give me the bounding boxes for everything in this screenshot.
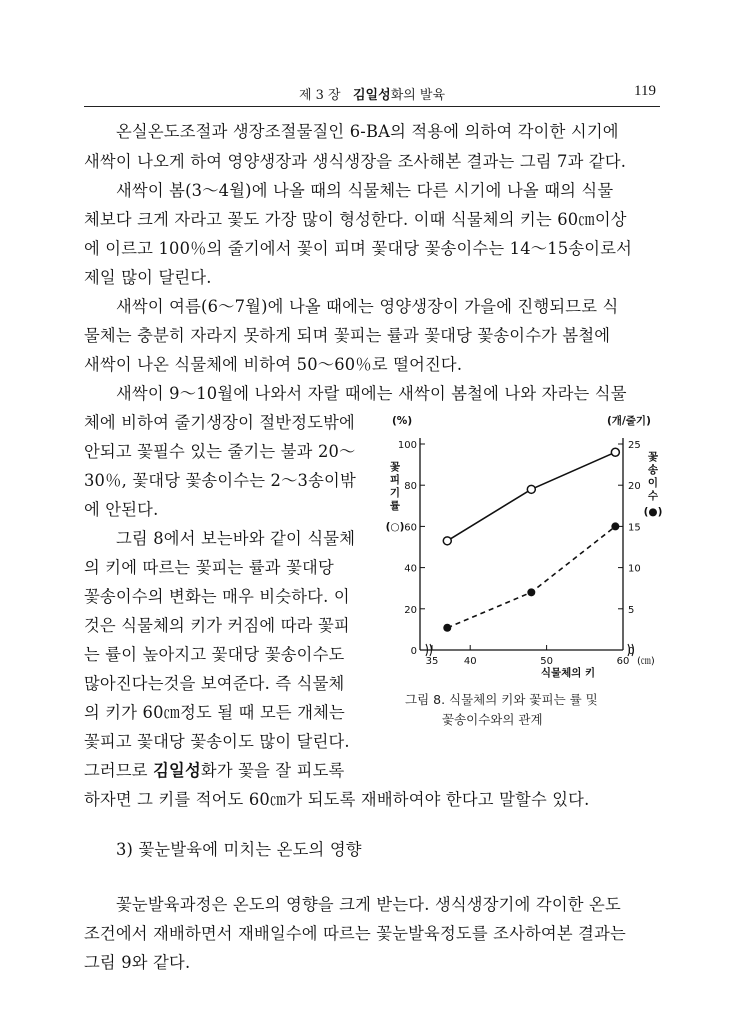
paragraph5-line: 의 키가 60㎝정도 될 때 모든 개체는 bbox=[84, 703, 345, 722]
y-left-marker-label: (○) bbox=[385, 521, 405, 533]
paragraph5-line: 그림 8에서 보는바와 같이 식물체 bbox=[116, 529, 356, 548]
y-right-tick-label: 0 bbox=[628, 646, 635, 657]
y-right-unit: (개/줄기) bbox=[607, 415, 651, 427]
data-point-filled-circle bbox=[443, 624, 451, 632]
paragraph3-line: 새싹이 나온 식물체에 비하여 50～60％로 떨어진다. bbox=[84, 355, 463, 374]
page-number: 119 bbox=[634, 83, 656, 99]
y-left-tick-label: 80 bbox=[404, 481, 417, 493]
paragraph5-line: 하자면 그 키를 적어도 60㎝가 되도록 재배하여야 한다고 말할수 있다. bbox=[84, 790, 590, 809]
data-point-open-circle bbox=[443, 537, 451, 545]
y-right-axis-label-char: 송 bbox=[647, 464, 659, 476]
x-unit: (㎝) bbox=[637, 656, 655, 667]
paragraph5-line: 꽃피고 꽃대당 꽃송이도 많이 달린다. bbox=[84, 732, 350, 751]
section-heading: 3) 꽃눈발육에 미치는 온도의 영향 bbox=[116, 840, 362, 859]
paragraph5-line bbox=[84, 761, 344, 781]
y-right-tick-label: 25 bbox=[628, 440, 641, 451]
x-tick-label: 40 bbox=[463, 656, 477, 667]
running-header bbox=[84, 80, 660, 107]
paragraph5-line: 는 률이 높아지고 꽃대당 꽃송이수도 bbox=[84, 645, 345, 664]
paragraph5-line: 것은 식물체의 키가 커짐에 따라 꽃피 bbox=[84, 616, 350, 635]
series-line bbox=[447, 452, 615, 541]
y-right-tick-label: 5 bbox=[628, 604, 635, 616]
y-right-tick-label: 15 bbox=[628, 522, 641, 534]
paragraph5-line: 꽃송이수의 변화는 매우 비슷하다. 이 bbox=[84, 587, 350, 606]
paragraph4-line: 체에 비하여 줄기생장이 절반정도밖에 bbox=[84, 413, 355, 432]
y-left-axis-label-char: 기 bbox=[389, 487, 401, 499]
x-tick-label: 50 bbox=[540, 656, 553, 667]
y-left-axis-label-char: 률 bbox=[389, 500, 401, 512]
x-tick-label: 60 bbox=[616, 656, 630, 667]
chapter-label: 제 3 장 bbox=[298, 88, 341, 103]
line-suffix: 화가 꽃을 잘 피도록 bbox=[200, 761, 345, 780]
y-right-axis-label-char: 꽃 bbox=[647, 451, 659, 463]
paragraph6-line: 그림 9와 같다. bbox=[84, 953, 191, 972]
header-title-rest: 화의 발육 bbox=[390, 88, 446, 103]
y-left-unit: (%) bbox=[392, 415, 413, 427]
paragraph6-line: 꽃눈발육과정은 온도의 영향을 크게 받는다. 생식생장기에 각이한 온도 bbox=[116, 895, 621, 914]
x-tick-label: 35 bbox=[425, 656, 439, 667]
data-point-filled-circle bbox=[611, 522, 619, 530]
y-right-axis-label-char: 이 bbox=[647, 477, 659, 489]
paragraph2-line: 제일 많이 달린다. bbox=[84, 268, 212, 287]
paragraph4-line: 안되고 꽃필수 있는 줄기는 불과 20～ bbox=[84, 442, 356, 461]
paragraph2-line: 체보다 크게 자라고 꽃도 가장 많이 형성한다. 이때 식물체의 키는 60㎝이상 bbox=[84, 210, 627, 229]
data-point-filled-circle bbox=[527, 588, 535, 596]
y-left-axis-label-char: 피 bbox=[389, 474, 401, 486]
y-right-tick-label: 10 bbox=[628, 563, 641, 575]
header-title-bold: 김일성 bbox=[353, 88, 391, 103]
paragraph6-line: 조건에서 재배하면서 재배일수에 따르는 꽃눈발육정도를 조사하여본 결과는 bbox=[84, 924, 626, 943]
paragraph4-line: 에 안된다. bbox=[84, 500, 159, 519]
y-left-tick-label: 60 bbox=[404, 522, 417, 534]
figure-caption-line2: 꽃송이수와의 관계 bbox=[442, 712, 543, 727]
y-right-marker-label: (●) bbox=[643, 506, 663, 518]
figure-caption-line1: 그림 8. 식물체의 키와 꽃피는 률 및 bbox=[405, 692, 598, 707]
y-left-axis-label-char: 꽃 bbox=[389, 461, 401, 473]
figure-8-chart bbox=[380, 400, 670, 685]
y-left-tick-label: 100 bbox=[397, 440, 417, 451]
paragraph4-line: 30％, 꽃대당 꽃송이수는 2～3송이밖 bbox=[84, 471, 356, 490]
data-point-open-circle bbox=[527, 485, 535, 493]
data-point-open-circle bbox=[611, 448, 619, 456]
line-bold-name: 김일성 bbox=[153, 761, 201, 780]
y-right-tick-label: 20 bbox=[628, 481, 641, 493]
paragraph3-line: 물체는 충분히 자라지 못하게 되며 꽃피는 률과 꽃대당 꽃송이수가 봄철에 bbox=[84, 326, 611, 345]
series-line bbox=[447, 526, 615, 627]
header-title bbox=[84, 84, 660, 103]
paragraph4-line: 새싹이 9～10월에 나와서 자랄 때에는 새싹이 봄철에 나와 자라는 식물 bbox=[116, 384, 627, 403]
paragraph1-line: 온실온도조절과 생장조절물질인 6-BA의 적용에 의하여 각이한 시기에 bbox=[116, 122, 619, 141]
line-prefix: 그러므로 bbox=[84, 761, 154, 780]
y-left-tick-label: 40 bbox=[404, 563, 417, 575]
paragraph1-line: 새싹이 나오게 하여 영양생장과 생식생장을 조사해본 결과는 그림 7과 같다. bbox=[84, 152, 627, 171]
y-right-axis-label-char: 수 bbox=[647, 490, 659, 502]
paragraph2-line: 에 이르고 100％의 줄기에서 꽃이 피며 꽃대당 꽃송이수는 14～15송이로서 bbox=[84, 239, 633, 258]
paragraph5-line: 많아진다는것을 보여준다. 즉 식물체 bbox=[84, 674, 345, 693]
paragraph2-line: 새싹이 봄(3～4월)에 나올 때의 식물체는 다른 시기에 나올 때의 식물 bbox=[116, 181, 614, 200]
y-left-tick-label: 0 bbox=[410, 646, 417, 657]
paragraph3-line: 새싹이 여름(6～7월)에 나올 때에는 영양생장이 가을에 진행되므로 식 bbox=[116, 297, 619, 316]
x-axis-label: 식물체의 키 bbox=[540, 667, 596, 679]
y-left-tick-label: 20 bbox=[404, 604, 417, 616]
paragraph5-line: 의 키에 따르는 꽃피는 률과 꽃대당 bbox=[84, 558, 334, 577]
